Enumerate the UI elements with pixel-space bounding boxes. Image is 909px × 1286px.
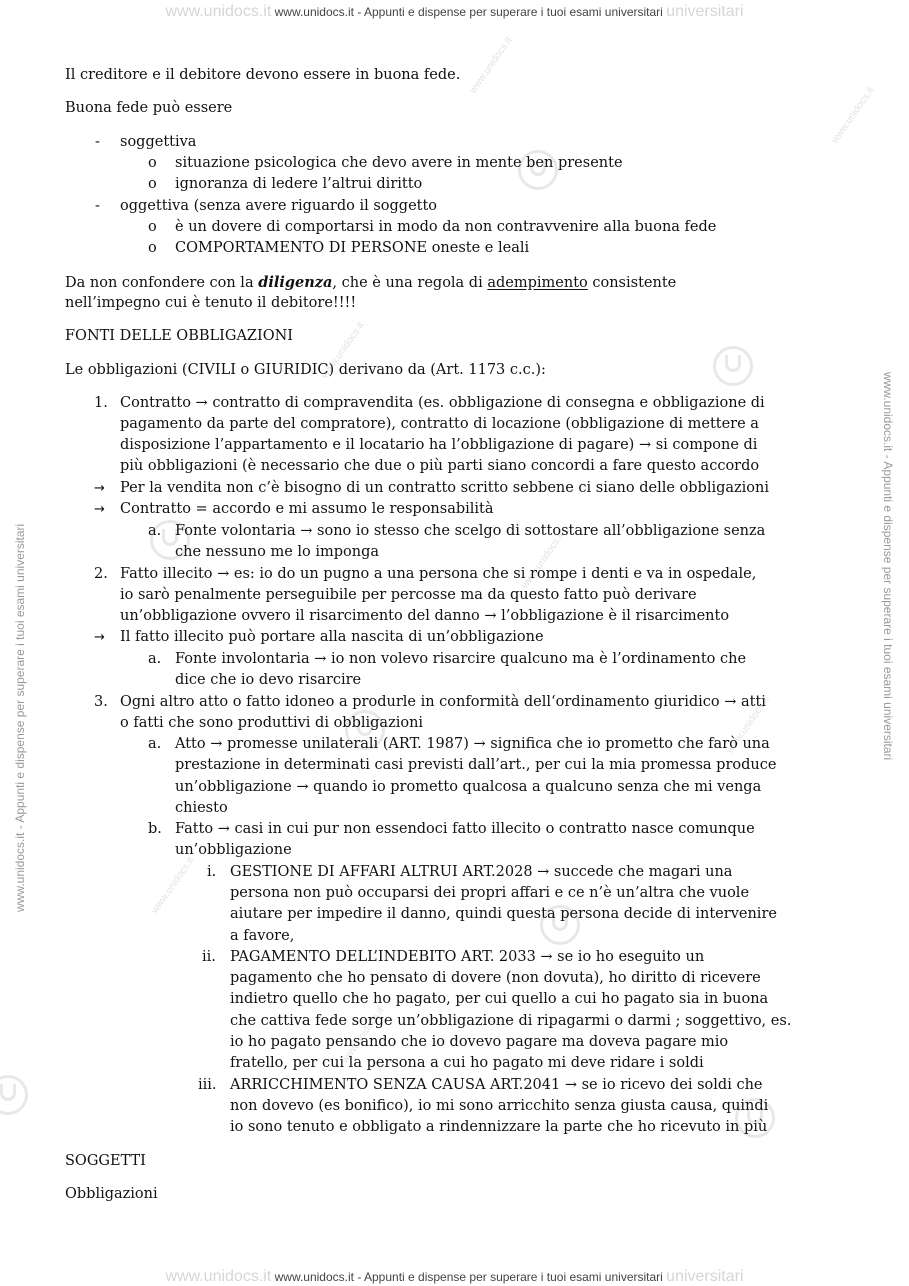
list-item-line: che cattiva fede sorge un’obbligazione di ripagarmi o darmi ; soggettivo, es.: [230, 1013, 792, 1029]
list-item: ignoranza di ledere l’altrui diritto: [175, 176, 423, 192]
list-item: COMPORTAMENTO DI PERSONE oneste e leali: [175, 240, 530, 256]
arrow-bullet-icon: →: [94, 502, 105, 517]
watermark-diagonal: www.unidocs.it: [724, 695, 772, 756]
text-run: Da non confondere con la: [65, 275, 259, 291]
list-item-line: o fatti che sono produttivi di obbligazioni: [120, 715, 424, 731]
watermark-ghost-right: universitari: [666, 1268, 744, 1285]
list-item-line: un’obbligazione ovvero il risarcimento del danno → l’obbligazione è il risarcimento: [120, 608, 730, 624]
list-item-line: che nessuno me lo imponga: [175, 544, 380, 560]
watermark-ghost-right: universitari: [666, 3, 744, 20]
paragraph: [65, 272, 676, 294]
list-letter: a.: [148, 651, 162, 667]
list-item-line: un’obbligazione → quando io prometto qualcosa a qualcuno senza che mi venga: [175, 779, 762, 795]
watermark-diagonal: www.unidocs.it: [319, 320, 367, 381]
list-item: è un dovere di comportarsi in modo da non contravvenire alla buona fede: [175, 219, 717, 235]
list-item-line: non dovevo (es bonifico), io mi sono arricchito senza giusta causa, quindi: [230, 1098, 769, 1114]
list-item-line: Contratto = accordo e mi assumo le responsabilità: [120, 501, 494, 517]
underlined-adempimento: adempimento: [487, 275, 588, 291]
list-roman: i.: [207, 864, 217, 880]
list-item-line: pagamento che ho pensato di dovere (non dovuta), ho diritto di ricevere: [230, 970, 761, 986]
watermark-side-right: www.unidocs.it - Appunti e dispense per superare i tuoi esami universitari: [881, 372, 895, 761]
list-roman: ii.: [202, 949, 216, 965]
list-item-line: chiesto: [175, 800, 228, 816]
watermark-header: [0, 3, 909, 21]
list-item: soggettiva: [120, 134, 197, 150]
list-number: 2.: [94, 566, 108, 582]
list-letter: b.: [148, 821, 162, 837]
watermark-logo-icon: [0, 1075, 28, 1115]
list-item-line: Contratto → contratto di compravendita (es. obbligazione di consegna e obbligazione di: [120, 395, 765, 411]
list-item-line: Atto → promesse unilaterali (ART. 1987) → significa che io prometto che farò una: [175, 736, 770, 752]
list-item-line: io sono tenuto e obbligato a rindennizzare la parte che ho ricevuto in più: [230, 1119, 768, 1135]
list-item-line: Fatto → casi in cui pur non essendoci fatto illecito o contratto nasce comunque: [175, 821, 755, 837]
list-roman: iii.: [198, 1077, 217, 1093]
list-item: situazione psicologica che devo avere in mente ben presente: [175, 155, 623, 171]
dash-bullet: -: [95, 198, 100, 214]
list-item-line: Fonte volontaria → sono io stesso che scelgo di sottostare all’obbligazione senza: [175, 523, 766, 539]
list-letter: a.: [148, 736, 162, 752]
section-heading: SOGGETTI: [65, 1153, 146, 1169]
watermark-diagonal: www.unidocs.it: [519, 530, 567, 591]
list-item-line: io sarò penalmente perseguibile per percosse ma da questo fatto può derivare: [120, 587, 697, 603]
list-item-line: a favore,: [230, 928, 295, 944]
watermark-logo-icon: [713, 346, 753, 386]
list-item-line: aiutare per impedire il danno, quindi questa persona decide di intervenire: [230, 906, 777, 922]
list-item-line: dice che io devo risarcire: [175, 672, 362, 688]
watermark-diagonal: www.unidocs.it: [829, 85, 877, 146]
text-run: consistente: [587, 275, 677, 291]
list-item-line: pagamento da parte del compratore), contratto di locazione (obbligazione di mettere a: [120, 416, 759, 432]
emphasis-diligenza: diligenza: [258, 274, 333, 291]
paragraph: Le obbligazioni (CIVILI o GIURIDIC) derivano da (Art. 1173 c.c.):: [65, 362, 546, 378]
paragraph: Obbligazioni: [65, 1186, 158, 1202]
paragraph: Il creditore e il debitore devono essere in buona fede.: [65, 67, 461, 83]
arrow-bullet-icon: →: [94, 630, 105, 645]
watermark-header-text: www.unidocs.it - Appunti e dispense per superare i tuoi esami universitari: [274, 5, 663, 19]
list-item-line: più obbligazioni (è necessario che due o più parti siano concordi a fare questo accordo: [120, 458, 760, 474]
paragraph-line: nell’impegno cui è tenuto il debitore!!!!: [65, 295, 357, 311]
circle-bullet: o: [148, 240, 157, 256]
list-item-line: PAGAMENTO DELL’INDEBITO ART. 2033 → se io ho eseguito un: [230, 949, 705, 965]
paragraph: Buona fede può essere: [65, 100, 233, 116]
dash-bullet: -: [95, 134, 100, 150]
section-heading: FONTI DELLE OBBLIGAZIONI: [65, 328, 294, 344]
watermark-diagonal: www.unidocs.it: [467, 35, 515, 96]
watermark-diagonal: www.unidocs.it: [149, 855, 197, 916]
list-item-line: fratello, per cui la persona a cui ho pagato mi deve ridare i soldi: [230, 1055, 704, 1071]
watermark-footer-text: www.unidocs.it - Appunti e dispense per superare i tuoi esami universitari: [274, 1270, 663, 1284]
list-item-line: ARRICCHIMENTO SENZA CAUSA ART.2041 → se io ricevo dei soldi che: [230, 1077, 763, 1093]
list-item-line: persona non può occuparsi dei propri affari e ce n’è un’altra che vuole: [230, 885, 750, 901]
arrow-bullet-icon: →: [94, 481, 105, 496]
list-item: oggettiva (senza avere riguardo il soggetto: [120, 198, 438, 214]
watermark-side-left: www.unidocs.it - Appunti e dispense per superare i tuoi esami universitari: [13, 523, 27, 912]
watermark-ghost-left: www.unidocs.it: [165, 1268, 272, 1285]
list-item-line: un’obbligazione: [175, 842, 292, 858]
list-item-line: disposizione l’appartamento e il locatario ha l’obbligazione di pagare) → si compone di: [120, 437, 758, 453]
list-letter: a.: [148, 523, 162, 539]
list-item-line: indietro quello che ho pagato, per cui quello a cui ho pagato sia in buona: [230, 991, 769, 1007]
circle-bullet: o: [148, 155, 157, 171]
watermark-footer: [0, 1268, 909, 1286]
watermark-diagonal: www.unidocs.it: [339, 1005, 387, 1066]
circle-bullet: o: [148, 176, 157, 192]
list-item-line: Per la vendita non c’è bisogno di un contratto scritto sebbene ci siano delle obbligazioni: [120, 480, 770, 496]
list-item-line: Fatto illecito → es: io do un pugno a una persona che si rompe i denti e va in ospedale,: [120, 566, 757, 582]
list-item-line: GESTIONE DI AFFARI ALTRUI ART.2028 → succede che magari una: [230, 864, 733, 880]
list-item-line: io ho pagato pensando che io dovevo pagare ma doveva pagare mio: [230, 1034, 729, 1050]
text-run: , che è una regola di: [332, 275, 488, 291]
list-item-line: Ogni altro atto o fatto idoneo a produrle in conformità dell‘ordinamento giuridico → atti: [120, 694, 766, 710]
list-item-line: prestazione in determinati casi previsti dall’art., per cui la mia promessa produce: [175, 757, 777, 773]
circle-bullet: o: [148, 219, 157, 235]
list-number: 1.: [94, 395, 108, 411]
list-item-line: Il fatto illecito può portare alla nascita di un’obbligazione: [120, 629, 544, 645]
list-number: 3.: [94, 694, 108, 710]
watermark-ghost-left: www.unidocs.it: [165, 3, 272, 20]
list-item-line: Fonte involontaria → io non volevo risarcire qualcuno ma è l’ordinamento che: [175, 651, 747, 667]
